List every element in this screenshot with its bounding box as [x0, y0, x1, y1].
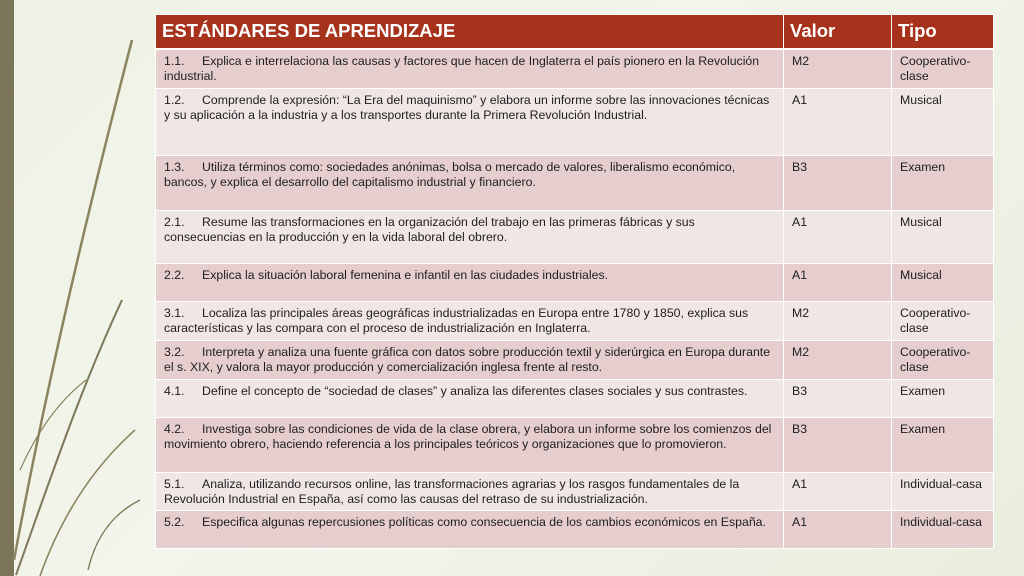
value-cell: M2	[784, 302, 892, 341]
standard-text: Localiza las principales áreas geográficas industrializadas en Europa entre 1780 y 1850, explica sus características y las compara con el proceso de industrialización en Inglaterra.	[164, 306, 749, 336]
value-cell: A1	[784, 472, 892, 511]
standard-cell	[156, 264, 784, 302]
standard-text: Analiza, utilizando recursos online, las transformaciones agrarias y los rasgos fundamentales de la Revolución Industrial en España, así como las causas del retraso de su industrialización.	[164, 476, 740, 507]
table-row	[156, 264, 994, 302]
value-cell: M2	[784, 49, 892, 89]
standard-number: 1.3.	[164, 160, 185, 174]
standard-cell	[156, 379, 784, 417]
standard-text: Explica la situación laboral femenina e infantil en las ciudades industriales.	[202, 268, 609, 282]
standard-text: Comprende la expresión: “La Era del maquinismo” y elabora un informe sobre las innovaciones técnicas y su aplicación a la industria y a los transportes durante la Primera Revolución Industrial.	[164, 93, 770, 123]
standard-text: Interpreta y analiza una fuente gráfica con datos sobre producción textil y siderúrgica en Europa durante el s. XIX, y valora la mayor producción y comercialización inglesa frente al resto.	[164, 344, 771, 375]
standard-text: Especifica algunas repercusiones políticas como consecuencia de los cambios económicos en España.	[202, 515, 766, 530]
table-row	[156, 417, 994, 472]
standard-text: Utiliza términos como: sociedades anónimas, bolsa o mercado de valores, liberalismo económico, bancos, y explica el desarrollo del capitalismo industrial y financiero.	[164, 160, 736, 190]
standard-cell	[156, 89, 784, 156]
table-header-row	[156, 15, 994, 49]
standard-number: 1.2.	[164, 93, 185, 107]
standard-cell	[156, 340, 784, 379]
standard-text: Investiga sobre las condiciones de vida de la clase obrera, y elabora un informe sobre los comienzos del movimiento obrero, haciendo referencia a los principales teóricos y organizaciones que lo promovieron.	[164, 421, 772, 452]
standard-text: Define el concepto de “sociedad de clases” y analiza las diferentes clases sociales y sus contrastes.	[202, 383, 748, 398]
value-cell: A1	[784, 89, 892, 156]
standard-number: 1.1.	[164, 53, 185, 68]
standard-cell	[156, 49, 784, 89]
type-cell: Musical	[892, 264, 994, 302]
value-cell: M2	[784, 340, 892, 379]
standard-number: 2.1.	[164, 215, 185, 229]
standard-number: 4.1.	[164, 383, 185, 398]
type-cell: Examen	[892, 417, 994, 472]
header-standards: ESTÁNDARES DE APRENDIZAJE	[156, 15, 784, 49]
header-type: Tipo	[892, 15, 994, 49]
standard-number: 4.2.	[164, 421, 185, 436]
table-row	[156, 211, 994, 264]
table-row	[156, 472, 994, 511]
standard-text: Explica e interrelaciona las causas y factores que hacen de Inglaterra el país pionero en la Revolución industrial.	[164, 53, 760, 83]
standard-cell	[156, 417, 784, 472]
standard-number: 3.1.	[164, 306, 185, 320]
type-cell: Cooperativo-clase	[892, 340, 994, 379]
standard-number: 3.2.	[164, 344, 185, 359]
value-cell: B3	[784, 417, 892, 472]
standard-cell	[156, 211, 784, 264]
standard-number: 5.2.	[164, 515, 185, 530]
table-row	[156, 89, 994, 156]
type-cell: Examen	[892, 379, 994, 417]
standard-cell	[156, 302, 784, 341]
table-row	[156, 302, 994, 341]
table-row	[156, 156, 994, 211]
type-cell: Examen	[892, 156, 994, 211]
type-cell: Cooperativo-clase	[892, 302, 994, 341]
header-value: Valor	[784, 15, 892, 49]
value-cell: A1	[784, 511, 892, 549]
value-cell: B3	[784, 379, 892, 417]
value-cell: A1	[784, 211, 892, 264]
table-row	[156, 379, 994, 417]
type-cell: Cooperativo-clase	[892, 49, 994, 89]
standard-number: 2.2.	[164, 268, 185, 282]
type-cell: Individual-casa	[892, 511, 994, 549]
standard-cell	[156, 472, 784, 511]
standard-cell	[156, 156, 784, 211]
standard-number: 5.1.	[164, 476, 185, 491]
standard-cell	[156, 511, 784, 549]
type-cell: Individual-casa	[892, 472, 994, 511]
table-row	[156, 49, 994, 89]
table-row	[156, 511, 994, 549]
value-cell: A1	[784, 264, 892, 302]
type-cell: Musical	[892, 89, 994, 156]
type-cell: Musical	[892, 211, 994, 264]
learning-standards-table	[155, 14, 994, 549]
value-cell: B3	[784, 156, 892, 211]
table-row	[156, 340, 994, 379]
standard-text: Resume las transformaciones en la organización del trabajo en las primeras fábricas y sus consecuencias en la producción y en la vida laboral del obrero.	[164, 215, 695, 245]
